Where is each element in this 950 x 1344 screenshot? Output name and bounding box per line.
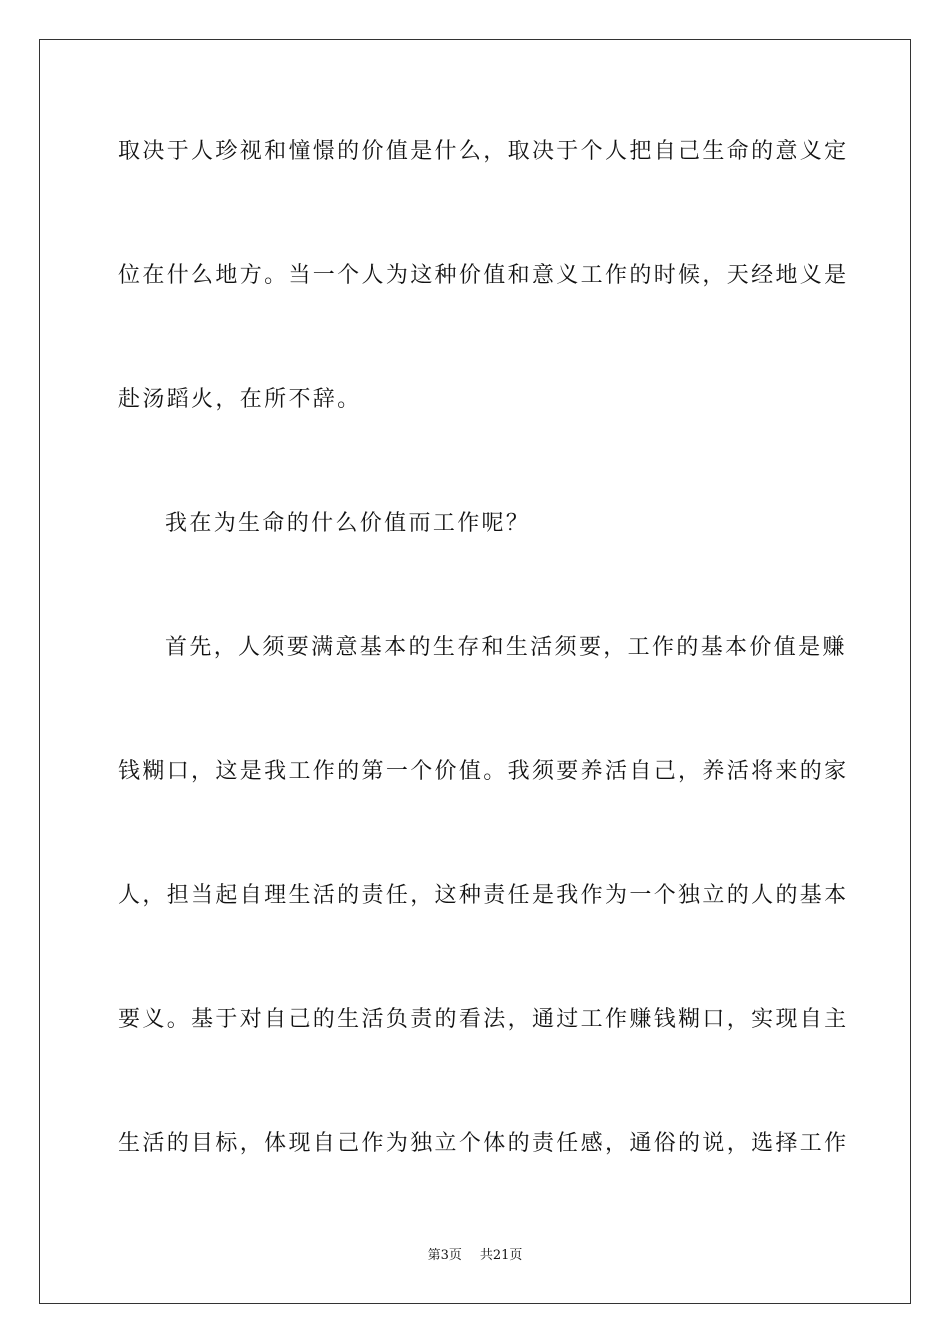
page-number: 第3页 (427, 1248, 462, 1263)
text-line-7: 人，担当起自理生活的责任，这种责任是我作为一个独立的人的基本 (118, 883, 849, 908)
page-total: 共21页 (479, 1248, 523, 1263)
text-line-3: 赴汤蹈火，在所不辞。 (118, 387, 362, 412)
page-border (39, 39, 911, 1304)
text-line-8: 要义。基于对自己的生活负责的看法，通过工作赚钱糊口，实现自主 (118, 1007, 849, 1032)
text-line-6: 钱糊口，这是我工作的第一个价值。我须要养活自己，养活将来的家 (118, 759, 849, 784)
text-line-1: 取决于人珍视和憧憬的价值是什么，取决于个人把自己生命的意义定 (118, 139, 849, 164)
text-line-5: 首先，人须要满意基本的生存和生活须要，工作的基本价值是赚 (165, 635, 847, 660)
text-line-question: 我在为生命的什么价值而工作呢？ (165, 511, 531, 536)
text-line-9: 生活的目标，体现自己作为独立个体的责任感，通俗的说，选择工作 (118, 1131, 849, 1156)
page-footer (0, 1247, 950, 1265)
text-line-2: 位在什么地方。当一个人为这种价值和意义工作的时候，天经地义是 (118, 263, 849, 288)
